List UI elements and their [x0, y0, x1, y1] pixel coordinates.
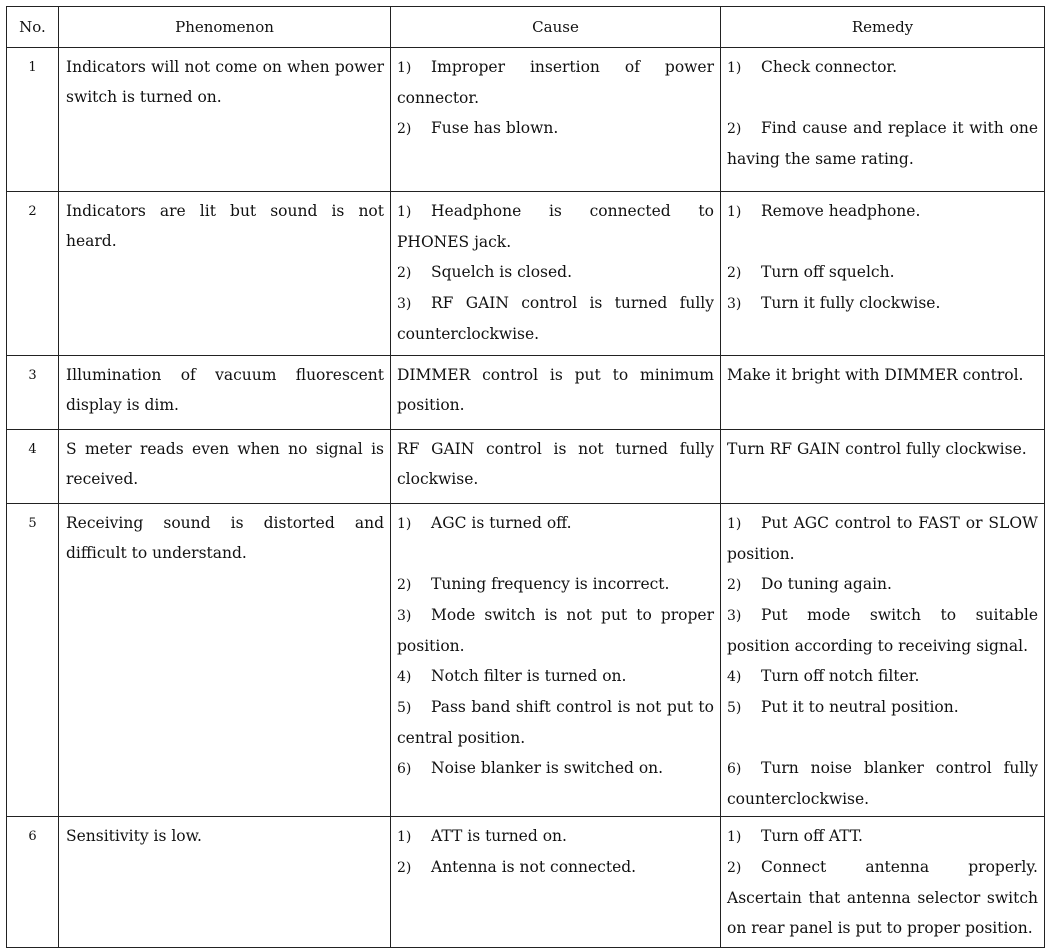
header-cause: Cause — [391, 7, 721, 48]
remedy-item: 1) Turn off ATT. — [727, 827, 863, 845]
remedy-item: 3) Turn it fully clockwise. — [727, 294, 941, 312]
cause-item: 2) Tuning frequency is incorrect. — [397, 575, 670, 593]
troubleshooting-table — [6, 6, 1045, 948]
remedy-item: 1) Put AGC control to FAST or SLOW position. — [727, 514, 1038, 563]
table-row — [7, 48, 1045, 192]
table-row — [7, 192, 1045, 356]
cause-item: 1) Headphone is connected to PHONES jack. — [397, 202, 714, 251]
remedy-cell — [721, 356, 1045, 430]
cause-item: 1) AGC is turned off. — [397, 514, 572, 532]
remedy-item: 5) Put it to neutral position. — [727, 698, 959, 716]
remedy-cell — [721, 192, 1045, 356]
header-remedy: Remedy — [721, 7, 1045, 48]
table-row — [7, 430, 1045, 504]
cause-cell — [391, 817, 721, 948]
header-no: No. — [7, 7, 59, 48]
cause-text: RF GAIN control is not turned fully clockwise. — [397, 440, 714, 488]
remedy-text: Make it bright with DIMMER control. — [727, 366, 1024, 384]
cause-item: 4) Notch filter is turned on. — [397, 667, 627, 685]
phenomenon-cell: S meter reads even when no signal is received. — [59, 430, 391, 504]
remedy-item: 2) Find cause and replace it with one having the same rating. — [727, 119, 1038, 168]
table-row — [7, 817, 1045, 948]
cause-item: 2) Squelch is closed. — [397, 263, 573, 281]
table-row — [7, 356, 1045, 430]
cause-item: 1) Improper insertion of power connector. — [397, 58, 714, 107]
cause-cell — [391, 48, 721, 192]
cause-cell — [391, 430, 721, 504]
remedy-item: 2) Do tuning again. — [727, 575, 892, 593]
header-phenomenon: Phenomenon — [59, 7, 391, 48]
remedy-cell — [721, 430, 1045, 504]
remedy-item: 4) Turn off notch filter. — [727, 667, 920, 685]
cause-item: 6) Noise blanker is switched on. — [397, 759, 664, 777]
phenomenon-cell: Illumination of vacuum fluorescent display is dim. — [59, 356, 391, 430]
table-row — [7, 504, 1045, 817]
remedy-item: 6) Turn noise blanker control fully counterclockwise. — [727, 759, 1038, 808]
phenomenon-cell: Sensitivity is low. — [59, 817, 391, 948]
remedy-item: 2) Connect antenna properly. Ascertain that antenna selector switch on rear panel is put to proper position. — [727, 858, 1038, 937]
phenomenon-cell: Receiving sound is distorted and difficult to understand. — [59, 504, 391, 817]
cause-cell — [391, 504, 721, 817]
phenomenon-cell: Indicators will not come on when power switch is turned on. — [59, 48, 391, 192]
remedy-cell — [721, 48, 1045, 192]
row-number: 1 — [7, 48, 59, 192]
row-number: 5 — [7, 504, 59, 817]
cause-item: 3) Mode switch is not put to proper position. — [397, 606, 714, 655]
remedy-item: 1) Remove headphone. — [727, 202, 921, 220]
cause-item: 2) Fuse has blown. — [397, 119, 559, 137]
remedy-cell — [721, 504, 1045, 817]
row-number: 3 — [7, 356, 59, 430]
remedy-text: Turn RF GAIN control fully clockwise. — [727, 440, 1027, 458]
remedy-cell — [721, 817, 1045, 948]
remedy-item: 2) Turn off squelch. — [727, 263, 895, 281]
cause-text: DIMMER control is put to minimum position. — [397, 366, 714, 414]
phenomenon-cell: Indicators are lit but sound is not heard. — [59, 192, 391, 356]
row-number: 2 — [7, 192, 59, 356]
header-row — [7, 7, 1045, 48]
row-number: 6 — [7, 817, 59, 948]
cause-item: 3) RF GAIN control is turned fully counterclockwise. — [397, 294, 714, 343]
cause-cell — [391, 356, 721, 430]
remedy-item: 3) Put mode switch to suitable position according to receiving signal. — [727, 606, 1038, 655]
cause-item: 2) Antenna is not connected. — [397, 858, 637, 876]
row-number: 4 — [7, 430, 59, 504]
cause-cell — [391, 192, 721, 356]
cause-item: 1) ATT is turned on. — [397, 827, 567, 845]
cause-item: 5) Pass band shift control is not put to central position. — [397, 698, 714, 747]
remedy-item: 1) Check connector. — [727, 58, 898, 76]
